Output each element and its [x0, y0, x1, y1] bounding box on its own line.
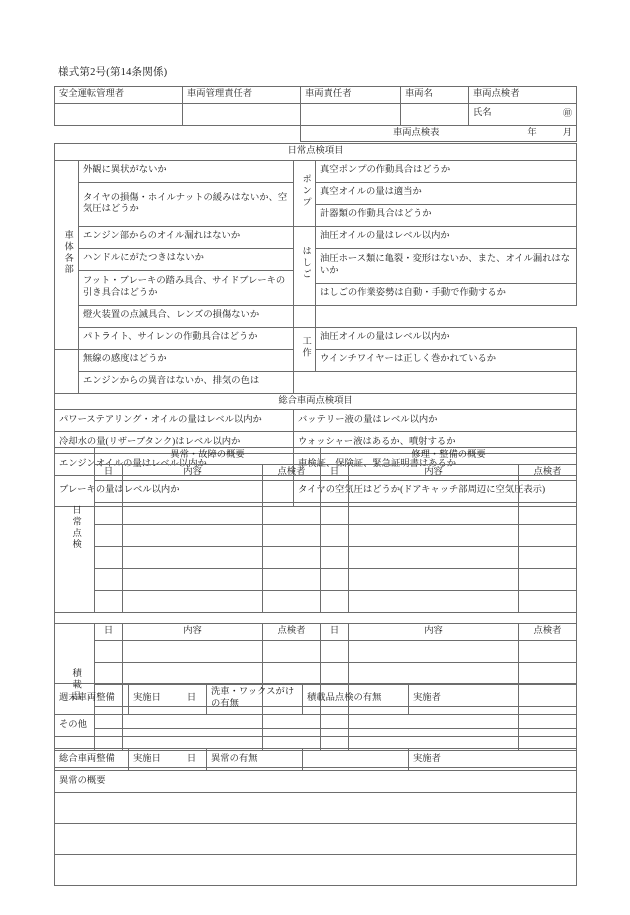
overall-summary-label: 異常の概要	[55, 771, 577, 793]
inspector-name-label: 氏名	[473, 108, 492, 119]
log-cell-inspector[interactable]	[519, 547, 577, 569]
log-cell-inspector[interactable]	[519, 503, 577, 525]
log-cell-inspector[interactable]	[263, 481, 321, 503]
log-cell-day[interactable]	[321, 525, 349, 547]
log-col-inspector: 点検者	[519, 624, 577, 641]
log-cell-content[interactable]	[349, 525, 519, 547]
log-cell-inspector[interactable]	[263, 569, 321, 591]
weekly-date-label: 実施日	[133, 693, 161, 704]
year-label[interactable]: 年	[527, 127, 537, 138]
daily-right-filler	[294, 371, 577, 393]
log-cell-day[interactable]	[321, 662, 349, 684]
log-row	[55, 547, 577, 569]
log-cell-content[interactable]	[123, 591, 263, 613]
weekly-other-row	[55, 715, 577, 737]
daily-section-title: 日常点検項目	[55, 144, 577, 161]
log-cell-inspector[interactable]	[263, 640, 321, 662]
daily-right-item[interactable]: はしごの作業姿勢は自動・手動で作動するか	[316, 283, 577, 305]
log-cell-content[interactable]	[123, 662, 263, 684]
log-row	[55, 481, 577, 503]
overall-performer-label: 実施者	[409, 749, 577, 771]
inspection-row	[55, 327, 577, 349]
log-cell-inspector[interactable]	[263, 591, 321, 613]
log-cell-content[interactable]	[349, 640, 519, 662]
log-cell-content[interactable]	[349, 547, 519, 569]
group-label-工作: 工作	[294, 327, 316, 371]
log-group-label-cargo: 積載品	[55, 624, 95, 751]
col-safety-manager: 安全運転管理者	[55, 87, 183, 104]
log-cell-inspector[interactable]	[519, 569, 577, 591]
log-cell-day[interactable]	[321, 640, 349, 662]
log-cell-content[interactable]	[349, 569, 519, 591]
overall-abnormality-field[interactable]	[303, 749, 409, 771]
inspection-row	[55, 160, 577, 182]
log-group-label-daily: 日常点検	[55, 448, 95, 613]
field-safety-manager[interactable]	[55, 103, 183, 125]
log-title-row	[55, 448, 577, 465]
daily-left-item[interactable]: エンジン部からのオイル漏れはないか	[79, 226, 294, 248]
log-cell-inspector[interactable]	[263, 662, 321, 684]
log-col-content: 内容	[349, 464, 519, 481]
log-cell-inspector[interactable]	[519, 640, 577, 662]
field-vehicle-manager[interactable]	[183, 103, 301, 125]
field-vehicle-chief[interactable]	[301, 103, 401, 125]
overall-label: 総合車両整備	[55, 749, 129, 771]
weekly-day-unit: 日	[186, 693, 197, 704]
log-col-content: 内容	[123, 464, 263, 481]
general-item-right[interactable]: 車検証、保険証、緊急証明書はあるか	[294, 454, 577, 476]
daily-left-item[interactable]: 燈火装置の点滅具合、レンズの損傷ないか	[79, 305, 294, 327]
daily-right-item[interactable]: 油圧オイルの量はレベル以内か	[316, 327, 577, 349]
weekly-cargo-check-label: 積載品点検の有無	[303, 684, 409, 715]
group-label-body-parts-cont	[55, 349, 79, 393]
log-cell-day[interactable]	[321, 547, 349, 569]
daily-right-item[interactable]: 油圧ホース類に亀裂・変形はないか、また、オイル漏れはないか	[316, 248, 577, 283]
general-item-right[interactable]: タイヤの空気圧はどうか(ドアキャッチ部周辺に空気圧表示)	[294, 476, 577, 507]
log-cell-content[interactable]	[123, 481, 263, 503]
log-cell-day[interactable]	[95, 569, 123, 591]
general-item-left[interactable]: パワーステアリング・オイルの量はレベル以内か	[55, 410, 294, 432]
general-item-left[interactable]: エンジンオイルの量はレベル以内か	[55, 454, 294, 476]
log-left-title: 異常・故障の概要	[95, 448, 321, 465]
log-row	[55, 640, 577, 662]
header-input-row	[55, 103, 577, 125]
header-table	[54, 86, 577, 142]
daily-right-item[interactable]: 油圧オイルの量はレベル以内か	[316, 226, 577, 248]
log-cell-content[interactable]	[349, 503, 519, 525]
log-cell-day[interactable]	[95, 547, 123, 569]
log-cell-content[interactable]	[349, 591, 519, 613]
overall-row	[55, 749, 577, 771]
log-cell-inspector[interactable]	[263, 525, 321, 547]
inspection-row	[55, 226, 577, 248]
group-label-pump: ポンプ	[294, 160, 316, 226]
table-title-cell	[301, 125, 577, 142]
log-cell-content[interactable]	[349, 481, 519, 503]
overall-date-cell[interactable]	[129, 749, 207, 771]
daily-section-title-row	[55, 144, 577, 161]
log-row	[55, 525, 577, 547]
log-cell-day[interactable]	[321, 591, 349, 613]
general-item-right[interactable]: バッテリー液の量はレベル以内か	[294, 410, 577, 432]
overall-abnormality-label: 異常の有無	[207, 749, 303, 771]
inspection-row	[55, 371, 577, 393]
overall-blank-row	[55, 824, 577, 855]
log-col-inspector: 点検者	[519, 464, 577, 481]
daily-left-item[interactable]: 無線の感度はどうか	[79, 349, 294, 371]
log-cell-inspector[interactable]	[519, 591, 577, 613]
daily-right-item[interactable]: 真空オイルの量は適当か	[316, 182, 577, 204]
overall-summary-row	[55, 771, 577, 793]
seal-icon: ㊞	[562, 108, 572, 119]
log-cell-inspector[interactable]	[519, 525, 577, 547]
log-cell-day[interactable]	[95, 591, 123, 613]
log-cell-content[interactable]	[123, 503, 263, 525]
log-col-day: 日	[95, 624, 123, 641]
header-label-row	[55, 87, 577, 104]
inspection-row	[55, 182, 577, 204]
weekly-date-cell[interactable]	[129, 684, 207, 715]
log-cell-day[interactable]	[95, 503, 123, 525]
log-col-day: 日	[321, 624, 349, 641]
general-section-title-row	[55, 393, 577, 410]
log-cell-day[interactable]	[321, 481, 349, 503]
daily-right-item-empty[interactable]	[294, 305, 316, 327]
overall-day-unit: 日	[186, 753, 197, 764]
col-vehicle-inspector: 車両点検者	[469, 87, 577, 104]
col-vehicle-chief: 車両責任者	[301, 87, 401, 104]
log-spacer	[55, 613, 577, 624]
log-col-day: 日	[95, 464, 123, 481]
daily-left-item[interactable]: 外観に異状がないか	[79, 160, 294, 182]
log-cell-inspector[interactable]	[519, 662, 577, 684]
group-label-body-parts: 車体各部	[55, 160, 79, 349]
col-vehicle-name: 車両名	[401, 87, 469, 104]
log-cell-day[interactable]	[95, 640, 123, 662]
group-label-ladder: はしご	[294, 226, 316, 305]
overall-summary-field-3[interactable]	[55, 855, 577, 886]
log-cell-day[interactable]	[95, 662, 123, 684]
general-item-left[interactable]: ブレーキの量はレベル以内か	[55, 476, 294, 507]
log-cell-inspector[interactable]	[263, 547, 321, 569]
overall-maintenance-table	[54, 748, 577, 886]
log-col-inspector: 点検者	[263, 624, 321, 641]
daily-left-item[interactable]: タイヤの損傷・ホイルナットの緩みはないか、空気圧はどうか	[79, 182, 294, 226]
weekly-wash-wax-label: 洗車・ワックスがけの有無	[207, 684, 303, 715]
overall-summary-field-1[interactable]	[55, 793, 577, 824]
weekly-other-label: その他	[55, 715, 577, 737]
log-row	[55, 591, 577, 613]
weekly-label: 週末車両整備	[55, 684, 129, 715]
log-cell-content[interactable]	[123, 525, 263, 547]
log-row	[55, 662, 577, 684]
overall-date-label: 実施日	[133, 753, 161, 764]
month-label[interactable]: 月	[562, 127, 572, 138]
log-right-title: 修理・整備の概要	[321, 448, 577, 465]
inspection-row	[55, 248, 577, 270]
log-cell-content[interactable]	[123, 547, 263, 569]
general-section-title: 総合車両点検項目	[55, 393, 577, 410]
daily-left-item[interactable]: エンジンからの異音はないか、排気の色は	[79, 371, 294, 393]
overall-blank-row	[55, 793, 577, 824]
log-cell-content[interactable]	[349, 662, 519, 684]
log-row	[55, 503, 577, 525]
weekly-row	[55, 684, 577, 715]
form-number: 様式第2号(第14条関係)	[58, 67, 168, 78]
overall-blank-row	[55, 855, 577, 886]
general-item-right[interactable]: ウォッシャー液はあるか、噴射するか	[294, 432, 577, 454]
log-cell-day[interactable]	[95, 481, 123, 503]
daily-left-item[interactable]: ハンドルにがたつきはないか	[79, 248, 294, 270]
daily-left-item[interactable]: パトライト、サイレンの作動具合はどうか	[79, 327, 294, 349]
log-cell-inspector[interactable]	[263, 503, 321, 525]
field-vehicle-name[interactable]	[401, 103, 469, 125]
log-header-row	[55, 624, 577, 641]
log-cell-day[interactable]	[321, 569, 349, 591]
daily-right-item[interactable]: 真空ポンプの作動具合はどうか	[316, 160, 577, 182]
general-item-left[interactable]: 冷却水の量(リザーブタンク)はレベル以内か	[55, 432, 294, 454]
general-row	[55, 410, 577, 432]
table-title: 車両点検表	[392, 127, 440, 138]
log-cell-content[interactable]	[123, 640, 263, 662]
log-cell-day[interactable]	[321, 503, 349, 525]
log-cell-day[interactable]	[95, 525, 123, 547]
daily-left-item[interactable]: フット・ブレーキの踏み具合、サイドブレーキの引き具合はどうか	[79, 270, 294, 305]
overall-summary-field-2[interactable]	[55, 824, 577, 855]
log-col-inspector: 点検者	[263, 464, 321, 481]
weekly-performer-label: 実施者	[409, 684, 577, 715]
log-col-content: 内容	[349, 624, 519, 641]
field-inspector-name[interactable]	[469, 103, 577, 125]
log-cell-content[interactable]	[123, 569, 263, 591]
log-row	[55, 569, 577, 591]
log-col-content: 内容	[123, 624, 263, 641]
table-title-row	[55, 125, 577, 142]
inspection-row	[55, 349, 577, 371]
log-col-day: 日	[321, 464, 349, 481]
daily-right-item[interactable]: ウインチワイヤーは正しく巻かれているか	[316, 349, 577, 371]
daily-right-item[interactable]: 計器類の作動具合はどうか	[316, 204, 577, 226]
col-vehicle-manager: 車両管理責任者	[183, 87, 301, 104]
inspection-row	[55, 305, 577, 327]
log-cell-inspector[interactable]	[519, 481, 577, 503]
log-header-row	[55, 464, 577, 481]
